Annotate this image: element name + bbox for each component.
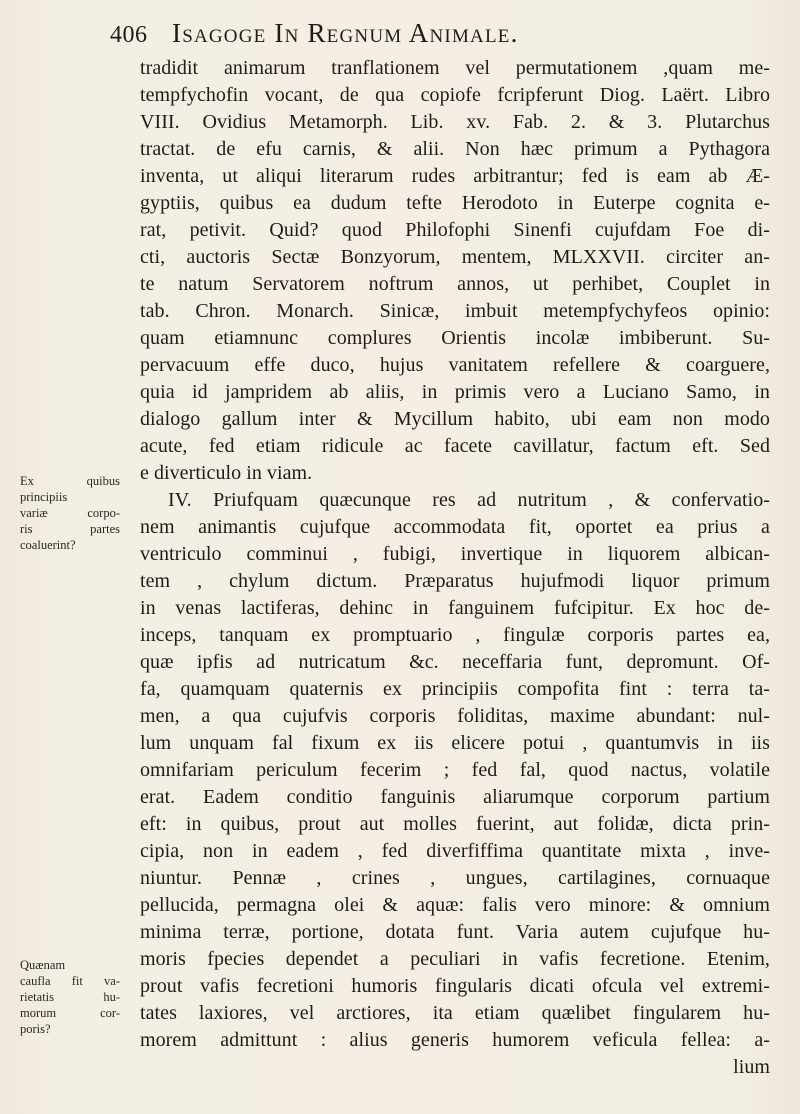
text-line: te natum Servatorem noftrum annos, ut perhibet, Couplet in xyxy=(140,273,770,295)
text-line: quæ ipfis ad nutricatum &c. neceffaria funt, depromunt. Of- xyxy=(140,651,770,673)
text-line: ventriculo comminui , fubigi, invertique in liquorem albican- xyxy=(140,543,770,565)
text-line: lium xyxy=(733,1056,770,1078)
text-line: cti, auctoris Sectæ Bonzyorum, mentem, MLXXVII. circiter an- xyxy=(140,246,770,268)
text-line: eft: in quibus, prout aut molles fuerint, aut folidæ, dicta prin- xyxy=(140,813,770,835)
text-line: dialogo gallum inter & Mycillum habito, ubi eam non modo xyxy=(140,408,770,430)
text-line: rat, petivit. Quid? quod Philofophi Sinenfi cujufdam Foe di- xyxy=(140,219,770,241)
text-line: nem animantis cujufque accommodata fit, oportet ea prius a xyxy=(140,516,770,538)
text-line: omnifariam periculum fecerim ; fed fal, quod nactus, volatile xyxy=(140,759,770,781)
text-line: tab. Chron. Monarch. Sinicæ, imbuit metempfychyfeos opinio: xyxy=(140,300,770,322)
text-line: inceps, tanquam ex promptuario , fingulæ corporis partes ea, xyxy=(140,624,770,646)
text-line: tradidit animarum tranflationem vel permutationem ,quam me- xyxy=(140,57,770,79)
text-line: fa, quamquam quaternis ex principiis compofita fint : terra ta- xyxy=(140,678,770,700)
text-line: tempfychofin vocant, de qua copiofe fcripferunt Diog. Laërt. Libro xyxy=(140,84,770,106)
text-line: minima terræ, portione, dotata funt. Varia autem cujufque hu- xyxy=(140,921,770,943)
margin-note-line: Quænam xyxy=(20,958,66,972)
margin-note xyxy=(20,473,120,553)
margin-note-line: ris partes xyxy=(20,522,120,536)
text-line: VIII. Ovidius Metamorph. Lib. xv. Fab. 2. & 3. Plutarchus xyxy=(140,111,770,133)
margin-note-line: caufla fit va- xyxy=(20,974,120,988)
margin-note-line: principiis xyxy=(20,490,68,504)
text-line: lum unquam fal fixum ex iis elicere potui , quantumvis in iis xyxy=(140,732,770,754)
text-line: cipia, non in eadem , fed diverfiffima quantitate mixta , inve- xyxy=(140,840,770,862)
text-line: acute, fed etiam ridicule ac facete cavillatur, factum eft. Sed xyxy=(140,435,770,457)
text-line: morem admittunt : alius generis humorem veficula fellea: a- xyxy=(140,1029,770,1051)
text-line: gyptiis, quibus ea dudum tefte Herodoto in Euterpe cognita e- xyxy=(140,192,770,214)
margin-note-line: Ex quibus xyxy=(20,474,120,488)
page-header xyxy=(110,18,750,52)
page-number: 406 xyxy=(110,22,148,48)
text-line: moris fpecies dependet a peculiari in vafis fecretione. Etenim, xyxy=(140,948,770,970)
text-line: IV. Priufquam quæcunque res ad nutritum , & confervatio- xyxy=(168,489,770,511)
text-line: pervacuum effe duco, hujus vanitatem refellere & coarguere, xyxy=(140,354,770,376)
margin-note-line: poris? xyxy=(20,1022,51,1036)
text-line: prout vafis fecretioni humoris fingularis dicati ofcula vel extremi- xyxy=(140,975,770,997)
text-line: men, a qua cujufvis corporis foliditas, maxime abundant: nul- xyxy=(140,705,770,727)
text-line: in venas lactiferas, dehinc in fanguinem fufcipitur. Ex hoc de- xyxy=(140,597,770,619)
running-title: Isagoge In Regnum Animale. xyxy=(172,18,519,48)
main-text xyxy=(140,55,770,1081)
margin-note-line: rietatis hu- xyxy=(20,990,120,1004)
text-line: tem , chylum dictum. Præparatus hujufmodi liquor primum xyxy=(140,570,770,592)
text-line: e diverticulo in viam. xyxy=(140,462,313,484)
margin-note-line: morum cor- xyxy=(20,1006,120,1020)
margin-note-line: coaluerint? xyxy=(20,538,76,552)
text-line: inventa, ut aliqui literarum rudes arbitrantur; fed is eam ab Æ- xyxy=(140,165,770,187)
text-line: quia id jampridem ab aliis, in primis vero a Luciano Samo, in xyxy=(140,381,770,403)
text-line: tractat. de efu carnis, & alii. Non hæc primum a Pythagora xyxy=(140,138,770,160)
text-line: erat. Eadem conditio fanguinis aliarumque corporum partium xyxy=(140,786,770,808)
text-line: niuntur. Pennæ , crines , ungues, cartilagines, cornuaque xyxy=(140,867,770,889)
margin-note xyxy=(20,957,120,1037)
margin-note-line: variæ corpo- xyxy=(20,506,120,520)
text-line: pellucida, permagna olei & aquæ: falis vero minore: & omnium xyxy=(140,894,770,916)
text-line: tates laxiores, vel arctiores, ita etiam quælibet fingularem hu- xyxy=(140,1002,770,1024)
text-line: quam etiamnunc complures Orientis incolæ imbiberunt. Su- xyxy=(140,327,770,349)
